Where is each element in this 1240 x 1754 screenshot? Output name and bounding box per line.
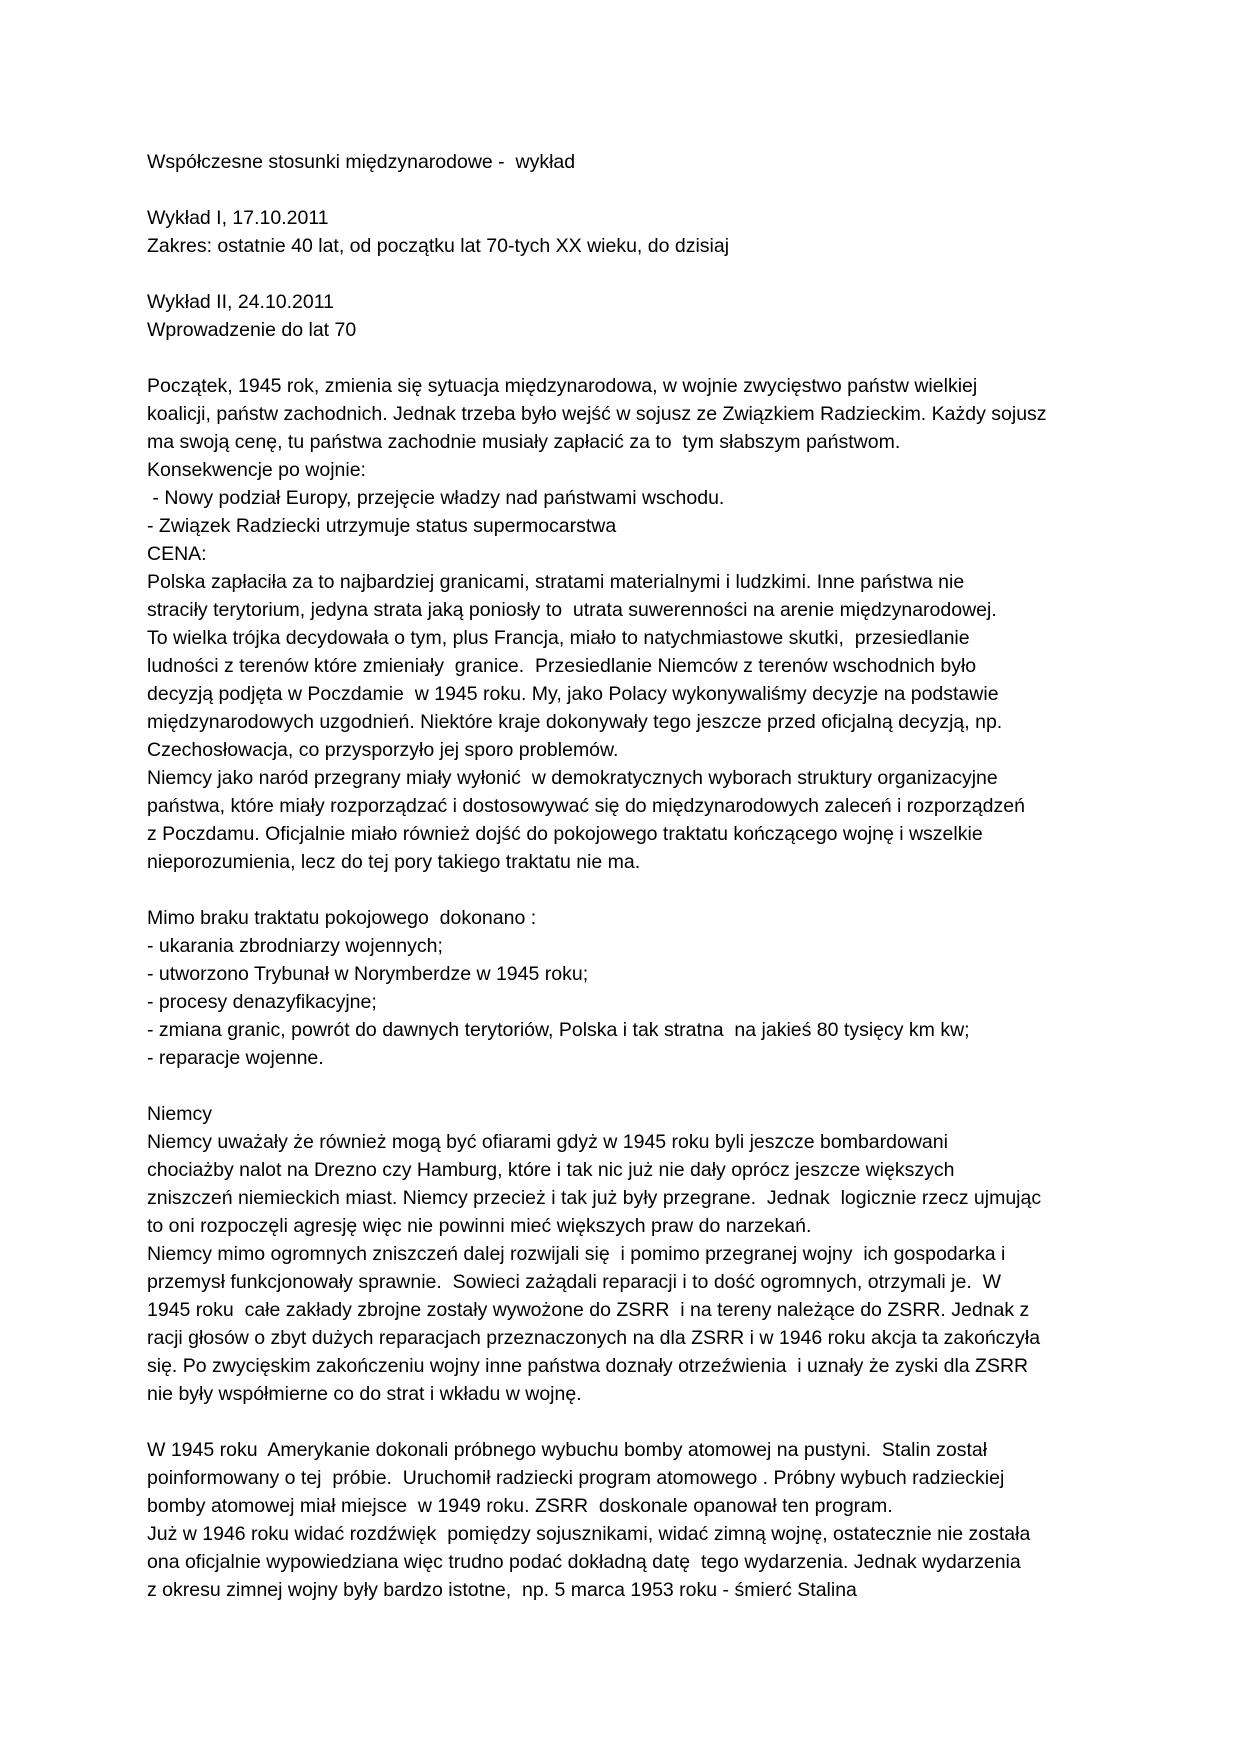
- text-line: ma swoją cenę, tu państwa zachodnie musiały zapłacić za to tym słabszym państwom.: [147, 431, 901, 453]
- text-line: poinformowany o tej próbie. Uruchomił radziecki program atomowego . Próbny wybuch radzieckiej: [147, 1467, 1005, 1489]
- list-item: - zmiana granic, powrót do dawnych terytoriów, Polska i tak stratna na jakieś 80 tysięcy km kw;: [147, 1019, 970, 1041]
- lecture-1-header: [147, 204, 1107, 260]
- text-line: Już w 1946 roku widać rozdźwięk pomiędzy sojusznikami, widać zimną wojnę, ostatecznie nie została: [147, 1523, 1031, 1545]
- spacer: [147, 876, 1107, 904]
- text-line: zniszczeń niemieckich miast. Niemcy przecież i tak już były przegrane. Jednak logicznie rzecz ujmując: [147, 1187, 1042, 1209]
- paragraph-actions-list: [147, 904, 1107, 1072]
- text-line: 1945 roku całe zakłady zbrojne zostały wywożone do ZSRR i na tereny należące do ZSRR. Jednak z: [147, 1299, 1030, 1321]
- text-line: chociażby nalot na Drezno czy Hamburg, które i tak nic już nie dały oprócz jeszcze większych: [147, 1159, 955, 1181]
- text-line: - Związek Radziecki utrzymuje status supermocarstwa: [147, 515, 617, 537]
- text-line: To wielka trójka decydowała o tym, plus Francja, miało to natychmiastowe skutki, przesiedlanie: [147, 627, 970, 649]
- spacer: [147, 1072, 1107, 1100]
- document-body: [147, 148, 1107, 1604]
- text-line: Początek, 1945 rok, zmienia się sytuacja międzynarodowa, w wojnie zwycięstwo państw wielkiej: [147, 375, 978, 397]
- text-line: W 1945 roku Amerykanie dokonali próbnego wybuchu bomby atomowej na pustyni. Stalin został: [147, 1439, 988, 1461]
- spacer: [147, 344, 1107, 372]
- text-line: - Nowy podział Europy, przejęcie władzy nad państwami wschodu.: [147, 487, 725, 509]
- text-line: koalicji, państw zachodnich. Jednak trzeba było wejść w sojusz ze Związkiem Radzieckim. Każdy sojusz: [147, 403, 1047, 425]
- text-line: międzynarodowych uzgodnień. Niektóre kraje dokonywały tego jeszcze przed oficjalną decyzją, np.: [147, 711, 1003, 733]
- list-item: - procesy denazyfikacyjne;: [147, 991, 377, 1013]
- text-line: Niemcy jako naród przegrany miały wyłonić w demokratycznych wyborach struktury organizacyjne: [147, 767, 998, 789]
- spacer: [147, 176, 1107, 204]
- text-line: państwa, które miały rozporządzać i dostosowywać się do międzynarodowych zaleceń i rozporządzeń: [147, 795, 1025, 817]
- text-line: straciły terytorium, jedyna strata jaką poniosły to utrata suwerenności na arenie międzynarodowej.: [147, 599, 997, 621]
- lecture-1-scope: Zakres: ostatnie 40 lat, od początku lat 70-tych XX wieku, do dzisiaj: [147, 235, 730, 257]
- text-line: ona oficjalnie wypowiedziana więc trudno podać dokładną datę tego wydarzenia. Jednak wydarzenia: [147, 1551, 1021, 1573]
- lecture-1-date: Wykład I, 17.10.2011: [147, 207, 329, 229]
- text-line: Mimo braku traktatu pokojowego dokonano :: [147, 907, 537, 929]
- list-item: - ukarania zbrodniarzy wojennych;: [147, 935, 443, 957]
- text-line: Niemcy mimo ogromnych zniszczeń dalej rozwijali się i pomimo przegranej wojny ich gospodarka i: [147, 1243, 1006, 1265]
- text-line: ludności z terenów które zmieniały granice. Przesiedlanie Niemców z terenów wschodnich było: [147, 655, 977, 677]
- paragraph-germany: [147, 1100, 1107, 1408]
- text-line: to oni rozpoczęli agresję więc nie powinni mieć większych praw do narzekań.: [147, 1215, 812, 1237]
- text-line: decyzją podjęta w Poczdamie w 1945 roku. My, jako Polacy wykonywaliśmy decyzje na podstawie: [147, 683, 999, 705]
- text-line: Konsekwencje po wojnie:: [147, 459, 366, 481]
- text-line: bomby atomowej miał miejsce w 1949 roku. ZSRR doskonale opanował ten program.: [147, 1495, 893, 1517]
- text-line: CENA:: [147, 543, 207, 565]
- lecture-2-topic: Wprowadzenie do lat 70: [147, 319, 357, 341]
- list-item: - reparacje wojenne.: [147, 1047, 324, 1069]
- spacer: [147, 1408, 1107, 1436]
- text-line: z okresu zimnej wojny były bardzo istotne, np. 5 marca 1953 roku - śmierć Stalina: [147, 1579, 857, 1601]
- paragraph-atomic: [147, 1436, 1107, 1604]
- lecture-2-date: Wykład II, 24.10.2011: [147, 291, 334, 313]
- list-item: - utworzono Trybunał w Norymberdze w 1945 roku;: [147, 963, 589, 985]
- text-line: przemysł funkcjonowały sprawnie. Sowieci zażądali reparacji i to dość ogromnych, otrzymali je. W: [147, 1271, 1001, 1293]
- text-line: nie były współmierne co do strat i wkładu w wojnę.: [147, 1383, 582, 1405]
- section-heading: Niemcy: [147, 1103, 213, 1125]
- text-line: się. Po zwycięskim zakończeniu wojny inne państwa doznały otrzeźwienia i uznały że zyski dla ZSRR: [147, 1355, 1029, 1377]
- text-line: Polska zapłaciła za to najbardziej granicami, stratami materialnymi i ludzkimi. Inne państwa nie: [147, 571, 965, 593]
- text-line: Czechosłowacja, co przysporzyło jej sporo problemów.: [147, 739, 619, 761]
- document-title: Współczesne stosunki międzynarodowe - wykład: [147, 151, 576, 173]
- text-line: racji głosów o zbyt dużych reparacjach przeznaczonych na dla ZSRR i w 1946 roku akcja ta zakończyła: [147, 1327, 1041, 1349]
- text-line: z Poczdamu. Oficjalnie miało również dojść do pokojowego traktatu kończącego wojnę i wszelkie: [147, 823, 983, 845]
- text-line: Niemcy uważały że również mogą być ofiarami gdyż w 1945 roku byli jeszcze bombardowani: [147, 1131, 948, 1153]
- spacer: [147, 260, 1107, 288]
- text-line: nieporozumienia, lecz do tej pory takiego traktatu nie ma.: [147, 851, 641, 873]
- paragraph-postwar: [147, 372, 1107, 876]
- lecture-2-header: [147, 288, 1107, 344]
